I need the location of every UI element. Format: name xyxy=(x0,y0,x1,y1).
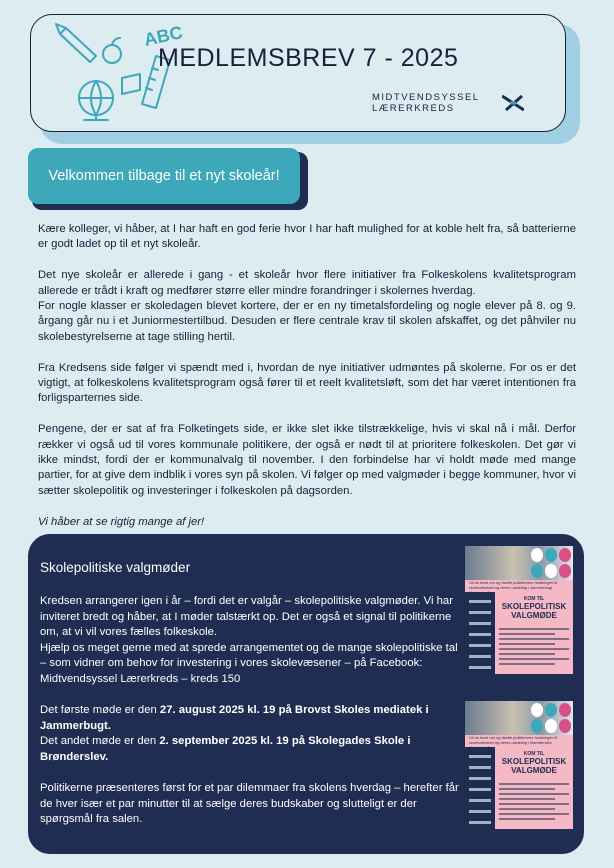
panel-paragraph: Politikerne præsenteres først for et par dilemmaer fra skolens hverdag – herefter får de hver især et par minutter til at sælge deres budskaber og slutteligt er der spørgsmål fra salen. xyxy=(40,782,459,826)
meeting-2-details: 2. september 2025 kl. 19 på Skolegades Skole i Brønderslev. xyxy=(40,735,411,763)
meeting-2 xyxy=(40,734,462,765)
meeting-1-details: 27. august 2025 kl. 19 på Brovst Skoles mediatek i Jammerbugt. xyxy=(40,704,429,732)
flyer-sidebar xyxy=(465,592,495,674)
flyer-question: Vil du høre om og drøfte politikernes holdninger til skolevæsenet og deres udvikling i Jammerbugt xyxy=(469,580,558,590)
flyer-name: SKOLEPOLITISK VALGMØDE xyxy=(501,757,567,775)
intro-paragraph: Pengene, der er sat af fra Folketingets side, er ikke slet ikke tilstrækkelige, hvis vi skal nå i mål. Derfor rækker vi også ud til vores kommunale politikere, der også er nødt til at prioritere folkeskolen. Det gør vi ikke mindst, fordi der er kommunalvalg til november. I den forbindelse har vi holdt møde med mange partier, for at give dem indblik i vores syn på skolen. Vi følger op med valgmøder i begge kommuner, hvor vi sætter skolepolitik og investeringer i folkeskolen på dagsorden. xyxy=(38,423,576,497)
panel-paragraph: Hjælp os meget gerne med at sprede arrangementet og de mange skolepolitiske tal – som vidner om behov for investering i vores skolevæsener – på Facebook: Midtvendsyssel Lærerkreds – kreds 150 xyxy=(40,641,458,685)
panel-paragraph: Kredsen arrangerer igen i år – fordi det er valgår – skolepolitiske valgmøder. Vi har inviteret bredt og håber, at I møder talstærkt op. Det er også et signal til politikerne om, at vi vil vores fælles folkeskole. xyxy=(40,595,453,639)
logo-line-1: MIDTVENDSYSSEL xyxy=(372,92,480,103)
kreds-logo xyxy=(372,92,532,118)
meeting-2-prefix: Det andet møde er den xyxy=(40,735,160,748)
flyer-name: SKOLEPOLITISK VALGMØDE xyxy=(501,602,567,620)
meeting-1-prefix: Det første møde er den xyxy=(40,704,160,717)
intro-signoff: Vi håber at se rigtig mange af jer! xyxy=(38,515,205,528)
flyer-icons xyxy=(531,703,571,733)
intro-paragraph: For nogle klasser er skoledagen blevet kortere, der er en ny timetalsfordeling og nogle elever på 8. og 9. årgang går nu i et Juniormestertilbud. Desuden er flere centrale krav til skolen afskaffet, og det påhviler nu skolebestyrelserne at tage stilling hertil. xyxy=(38,300,576,343)
meeting-1 xyxy=(40,703,462,734)
newsletter-title: MEDLEMSBREV 7 - 2025 xyxy=(158,44,459,72)
intro-text xyxy=(38,222,576,545)
flyer-sidebar xyxy=(465,747,495,829)
logo-line-2: LÆRERKREDS xyxy=(372,103,455,114)
welcome-banner xyxy=(28,148,300,204)
intro-paragraph: Fra Kredsens side følger vi spændt med i, hvordan de nye initiativer udmøntes på skolerne. For os er det vigtigt, at folkeskolens kvalitetsprogram også fører til et reelt kvalitetsløft, som det har været intentionen fra forligsparternes side. xyxy=(38,361,576,405)
flyer-program xyxy=(499,783,569,823)
intro-paragraph: Det nye skoleår er allerede i gang - et skoleår hvor flere initiativer fra Folkeskolens kvalitetsprogram allerede er trådt i kraft og medfører større eller mindre forandringer i skolernes hverdag. xyxy=(38,269,576,297)
flyer-kom-til: KOM TIL xyxy=(523,596,545,602)
panel-text xyxy=(40,594,462,828)
flyer-heading xyxy=(497,751,571,775)
logo-mark-icon xyxy=(502,94,524,112)
flyer-bronderslev xyxy=(465,701,573,829)
flyer-icons xyxy=(531,548,571,578)
flyer-program xyxy=(499,628,569,668)
panel-title: Skolepolitiske valgmøder xyxy=(40,560,191,575)
flyer-jammerbugt xyxy=(465,546,573,674)
intro-paragraph: Kære kolleger, vi håber, at I har haft en god ferie hvor I har haft mulighed for at koble helt fra, så batterierne er godt ladet op til et nyt skoleår. xyxy=(38,223,576,251)
flyer-heading xyxy=(497,596,571,620)
abc-doodle: ABC xyxy=(142,22,185,50)
flyer-kom-til: KOM TIL xyxy=(523,751,545,757)
flyer-question: Vil du høre om og drøfte politikernes holdninger til skolevæsenet og deres udvikling i Brønderslev xyxy=(469,735,558,745)
valgmoder-panel xyxy=(28,534,584,854)
welcome-heading: Velkommen tilbage til et nyt skoleår! xyxy=(48,168,280,184)
